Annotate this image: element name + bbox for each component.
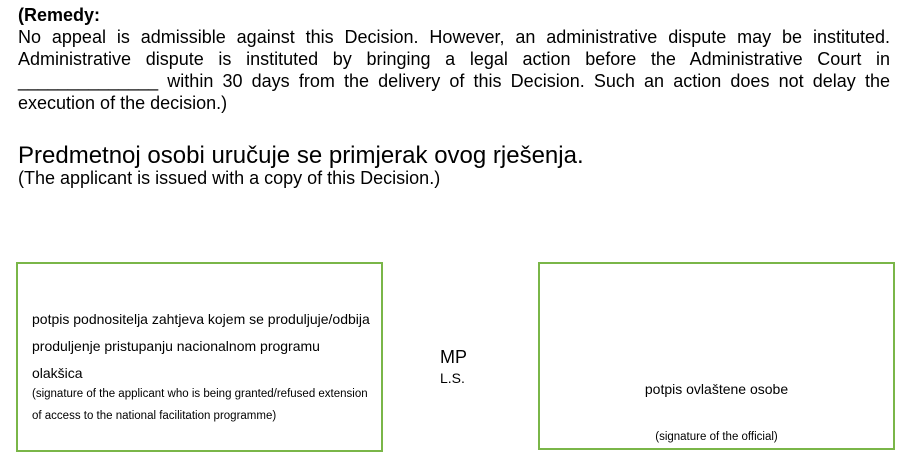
official-signature-box bbox=[538, 262, 895, 450]
seal-label: MP bbox=[440, 347, 467, 367]
applicant-signature-box bbox=[16, 262, 383, 452]
official-signature-label: potpis ovlaštene osobe bbox=[644, 381, 789, 397]
official-signature-translation: (signature of the official) bbox=[655, 431, 778, 443]
remedy-title: (Remedy: bbox=[18, 5, 101, 25]
applicant-signature-label: potpis podnositelja zahtjeva kojem se produljuje/odbija produljenje pristupanju nacionalnom programu olakšica bbox=[32, 311, 370, 381]
copy-notice-english: (The applicant is issued with a copy of this Decision.) bbox=[18, 168, 441, 188]
applicant-signature-translation: (signature of the applicant who is being granted/refused extension of access to the national facilitation programme) bbox=[32, 388, 368, 422]
remedy-text: No appeal is admissible against this Decision. However, an administrative dispute may be instituted. Administrative dispute is instituted by bringing a legal action before the Administrative Court in ______________ within 30 days from the delivery of this Decision. Such an action does not delay the execution of the decision.) bbox=[18, 27, 890, 113]
remedy-section bbox=[18, 4, 890, 114]
seal-translation: L.S. bbox=[440, 370, 465, 386]
copy-notice-croatian: Predmetnoj osobi uručuje se primjerak ovog rješenja. bbox=[18, 142, 584, 169]
